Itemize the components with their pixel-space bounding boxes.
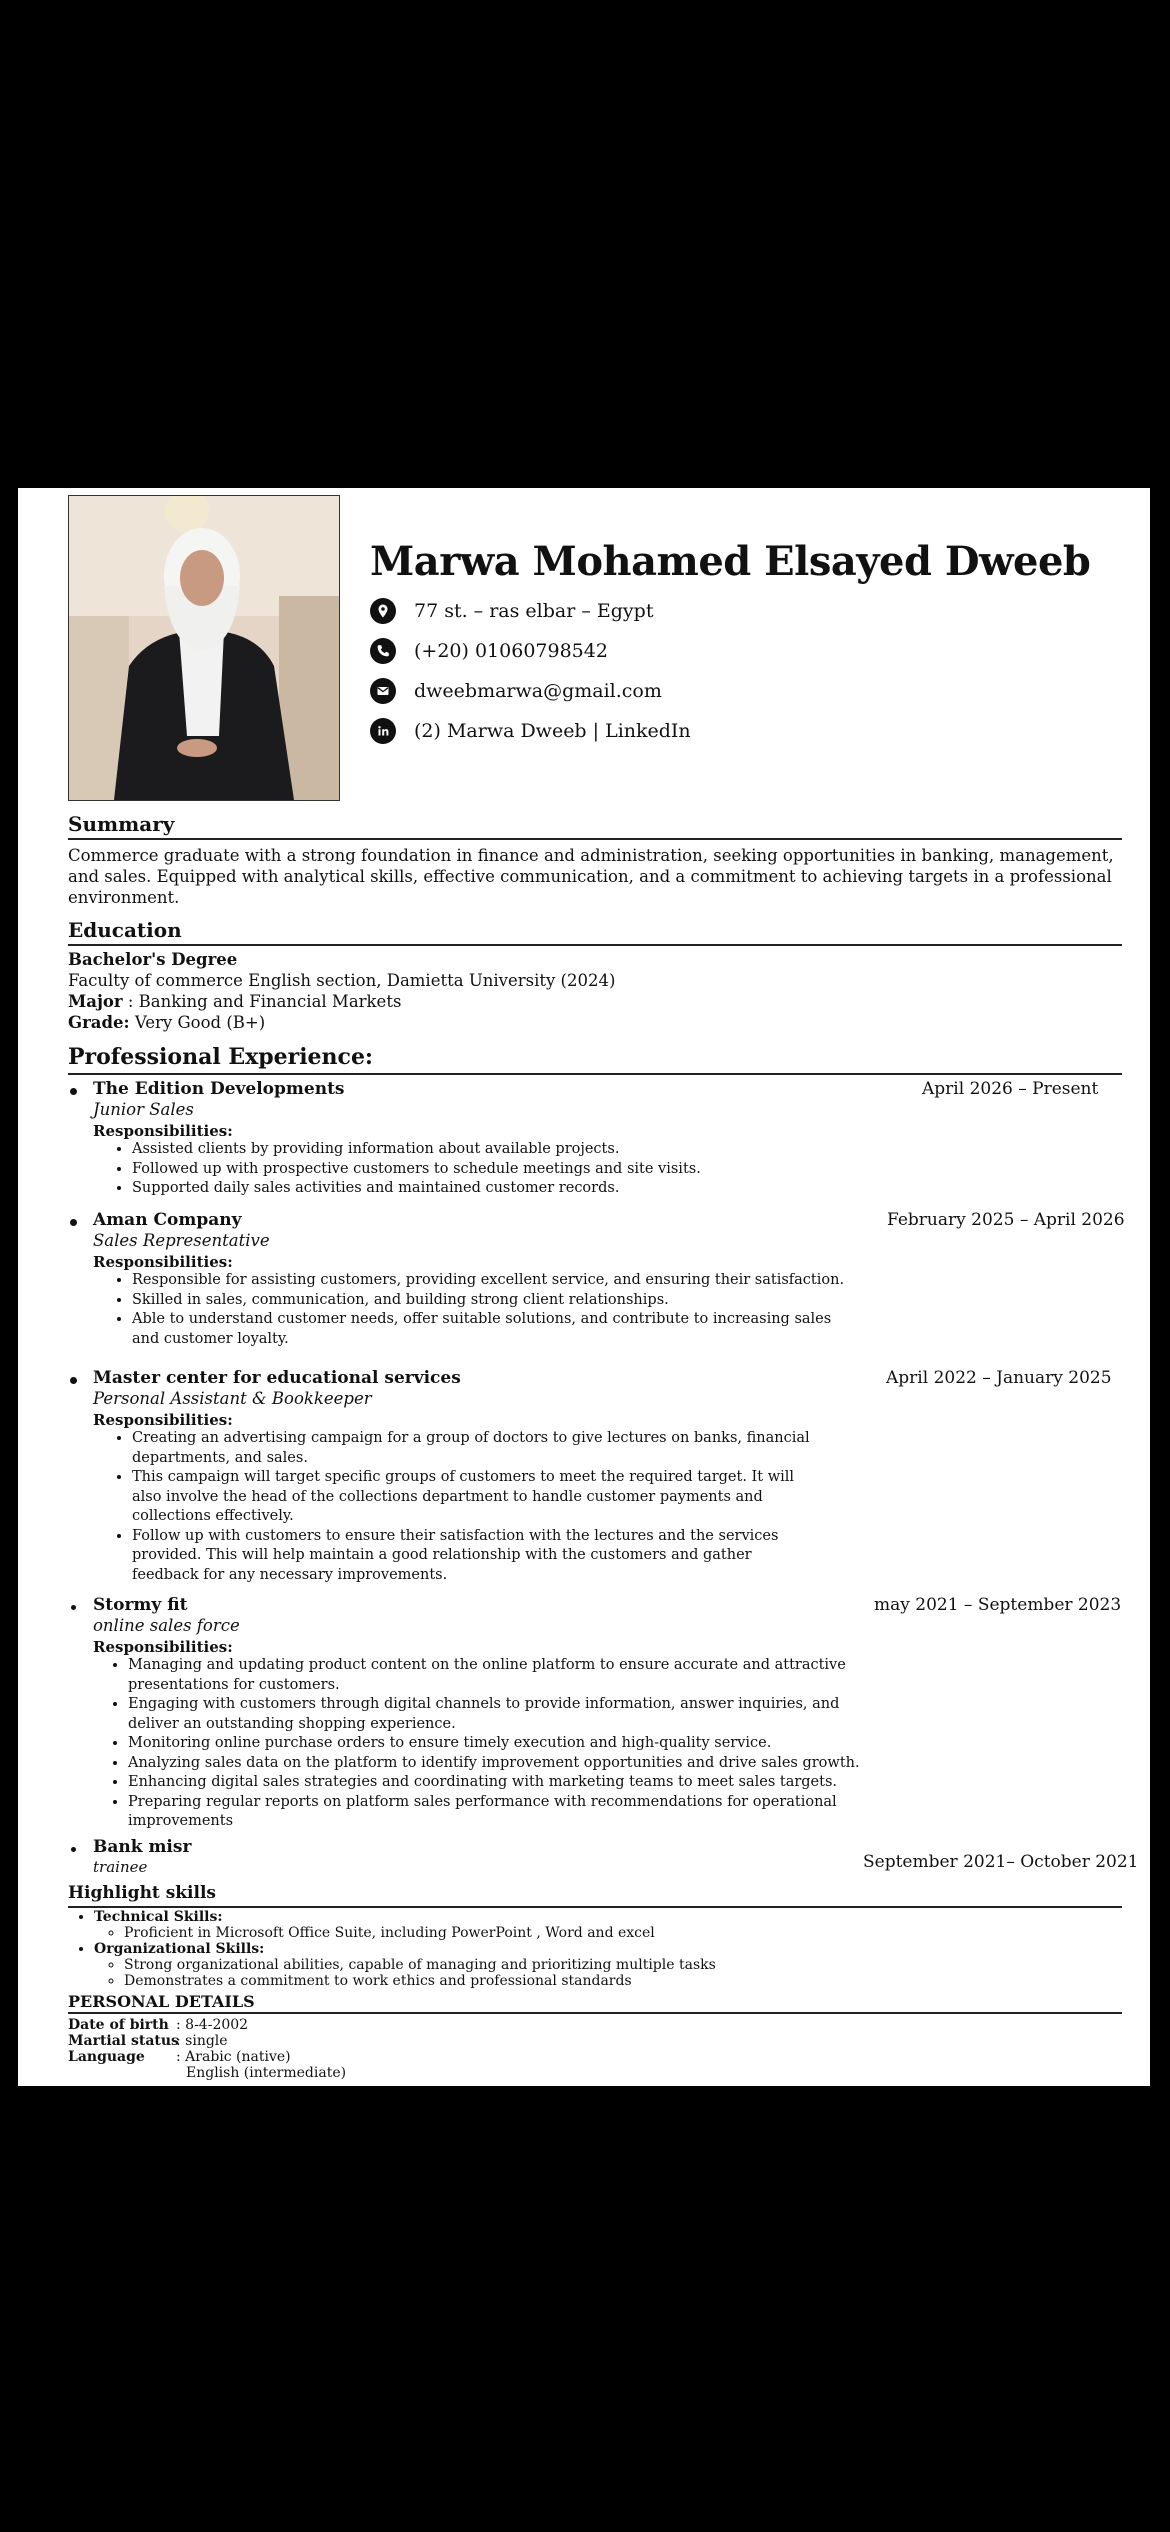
list-item: • Enhancing digital sales strategies and coordinating with marketing teams to meet sales targets. [128,1773,888,1793]
contact-phone [370,638,608,664]
job-responsibilities-label: Responsibilities: [93,1411,233,1429]
language-value: : Arabic (native) [176,2049,291,2065]
linkedin-text[interactable]: (2) Marwa Dweeb | LinkedIn [414,720,691,742]
job-bullet [70,1219,77,1226]
job-bullet [71,1847,76,1852]
job-role: Sales Representative [93,1231,270,1250]
job-bullet [70,1377,77,1384]
list-item: • Supported daily sales activities and maintained customer records. [132,1179,852,1199]
skill-items [94,1957,1094,1989]
list-item: • Responsible for assisting customers, providing excellent service, and ensuring their satisfaction. [132,1271,852,1291]
job-company: Master center for educational services [93,1368,461,1388]
faculty-text: Faculty of commerce English section, Damietta University (2024) [68,971,616,990]
list-item: • Monitoring online purchase orders to ensure timely execution and high-quality service. [128,1734,888,1754]
job-company: Aman Company [93,1210,242,1230]
skill-group-label: Technical Skills: [94,1909,223,1925]
job-dates: February 2025 – April 2026 [887,1210,1125,1230]
contact-email[interactable] [370,678,662,704]
job-company: Stormy fit [93,1595,188,1615]
phone-text: (+20) 01060798542 [414,640,608,662]
marital-status-value: : single [176,2033,228,2049]
list-item: • This campaign will target specific groups of customers to meet the required target. It will also involve the head of the collections department to handle customer payments and collections effectively. [132,1468,812,1527]
summary-rule [68,838,1122,840]
list-item: • Preparing regular reports on platform sales performance with recommendations for operational improvements [128,1793,888,1832]
skill-items [94,1925,1094,1941]
skills-list [70,1909,1094,1989]
list-item: • Engaging with customers through digital channels to provide information, answer inquiries, and deliver an outstanding shopping experience. [128,1695,888,1734]
location-pin-icon [370,598,396,624]
list-item: • Able to understand customer needs, offer suitable solutions, and contribute to increasing sales and customer loyalty. [132,1310,852,1349]
list-item: ◦ Demonstrates a commitment to work ethics and professional standards [124,1973,1094,1989]
skills-rule [68,1906,1122,1908]
personal-details-heading: PERSONAL DETAILS [68,1992,255,2011]
job-dates: April 2022 – January 2025 [886,1368,1112,1388]
job-responsibilities-list [94,1429,812,1585]
grade-line [68,1012,265,1033]
summary-text: Commerce graduate with a strong foundation in finance and administration, seeking opportunities in banking, management, and sales. Equipped with analytical skills, effective communication, and a commitment to achieving targets in a professional environment. [68,846,1114,907]
education-heading: Education [68,918,182,942]
language-value-2: English (intermediate) [186,2065,347,2081]
list-item: • Follow up with customers to ensure their satisfaction with the lectures and the services provided. This will help maintain a good relationship with the customers and gather feedback for any necessary improvements. [132,1527,812,1586]
list-item: ◦ Strong organizational abilities, capable of managing and prioritizing multiple tasks [124,1957,1094,1973]
list-item: • Analyzing sales data on the platform to identify improvement opportunities and drive sales growth. [128,1754,888,1774]
profile-photo-illustration [69,496,339,800]
address-text: 77 st. – ras elbar – Egypt [414,600,654,622]
skill-group [94,1909,1094,1941]
dob-label: Date of birth [68,2017,169,2033]
job-bullet [71,1605,76,1610]
summary-heading: Summary [68,812,175,836]
job-responsibilities-list [94,1140,852,1199]
job-company: Bank misr [93,1837,192,1857]
personal-details-rule [68,2012,1122,2014]
skill-group-label: Organizational Skills: [94,1941,265,1957]
linkedin-icon [370,718,396,744]
profile-photo [68,495,340,801]
list-item: ◦ Proficient in Microsoft Office Suite, including PowerPoint , Word and excel [124,1925,1094,1941]
skill-group [94,1941,1094,1989]
grade-label: Grade: [68,1013,130,1032]
candidate-name: Marwa Mohamed Elsayed Dweeb [370,538,1091,585]
list-item: • Followed up with prospective customers to schedule meetings and site visits. [132,1160,852,1180]
resume-page [18,488,1150,2086]
list-item: • Creating an advertising campaign for a group of doctors to give lectures on banks, financial departments, and sales. [132,1429,812,1468]
job-role: Junior Sales [93,1100,194,1119]
list-item: • Skilled in sales, communication, and building strong client relationships. [132,1291,852,1311]
job-company: The Edition Developments [93,1079,345,1099]
job-bullet [70,1088,77,1095]
contact-address [370,598,653,624]
job-responsibilities-list [94,1271,852,1349]
contact-linkedin[interactable] [370,718,691,744]
job-responsibilities-label: Responsibilities: [93,1253,233,1271]
job-role: trainee [93,1858,148,1876]
grade-value: Very Good (B+) [129,1013,266,1032]
job-dates: April 2026 – Present [922,1079,1099,1099]
education-rule [68,944,1122,946]
job-role: online sales force [93,1616,240,1635]
experience-rule [68,1073,1122,1075]
job-dates: may 2021 – September 2023 [874,1595,1122,1615]
email-icon [370,678,396,704]
marital-status-label: Martial status [68,2033,179,2049]
language-label: Language [68,2049,145,2065]
phone-icon [370,638,396,664]
degree-name: Bachelor's Degree [68,950,238,969]
experience-heading: Professional Experience: [68,1044,374,1070]
job-responsibilities-list [90,1656,888,1832]
job-responsibilities-label: Responsibilities: [93,1638,233,1656]
job-role: Personal Assistant & Bookkeeper [93,1389,372,1408]
list-item: • Assisted clients by providing information about available projects. [132,1140,852,1160]
major-line [68,991,401,1012]
dob-value: : 8-4-2002 [176,2017,249,2033]
job-responsibilities-label: Responsibilities: [93,1122,233,1140]
major-value: : Banking and Financial Markets [122,992,402,1011]
job-dates: September 2021– October 2021 [863,1852,1139,1872]
skills-heading: Highlight skills [68,1883,216,1903]
list-item: • Managing and updating product content on the online platform to ensure accurate and attractive presentations for customers. [128,1656,888,1695]
major-label: Major [68,992,123,1011]
email-text[interactable]: dweebmarwa@gmail.com [414,680,662,702]
